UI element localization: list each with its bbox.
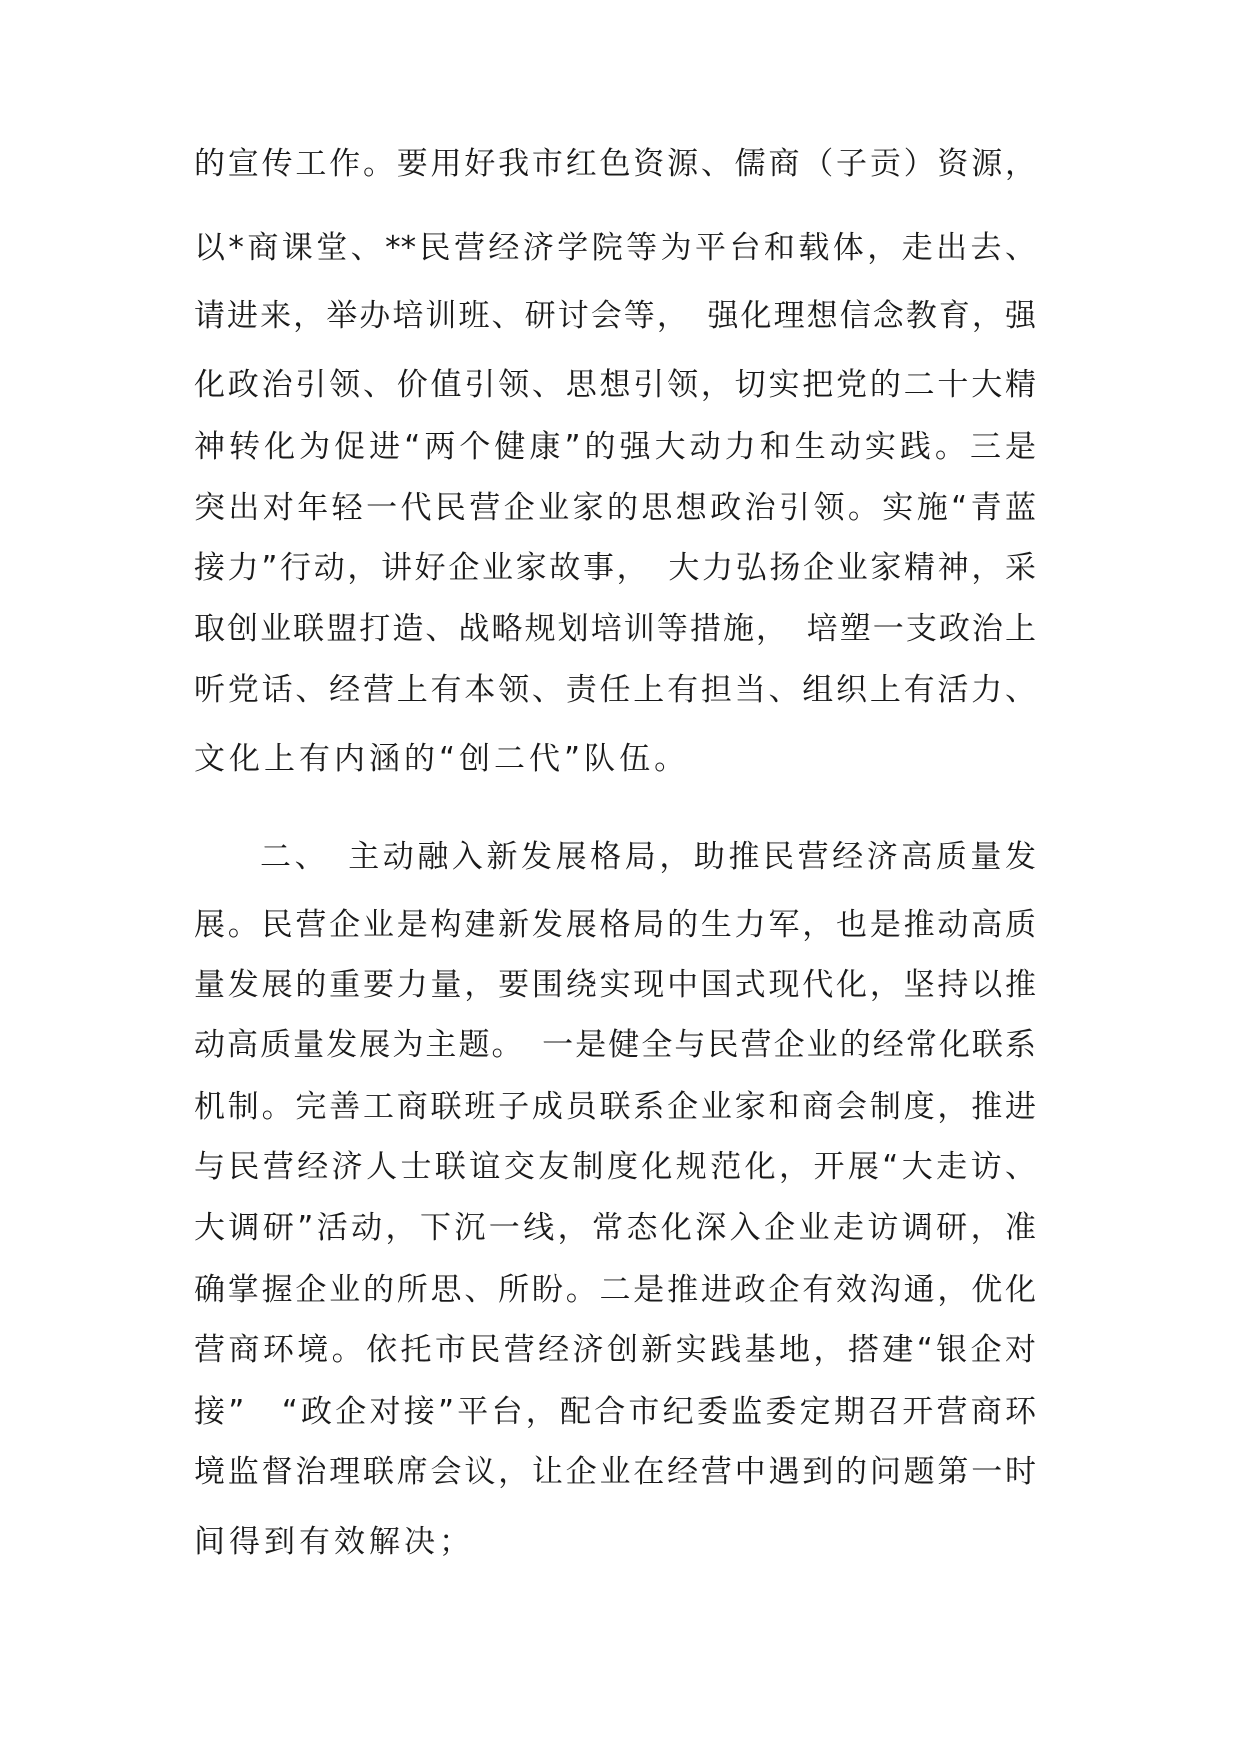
text-line: 大调研”活动，下沉一线，常态化深入企业走访调研，准 (194, 1210, 1036, 1246)
text-line: 突出对年轻一代民营企业家的思想政治引领。实施“青蓝 (194, 490, 1036, 526)
text-line: 动高质量发展为主题。 一是健全与民营企业的经常化联系 (194, 1027, 1036, 1063)
text-line: 神转化为促进“两个健康”的强大动力和生动实践。三是 (194, 429, 1036, 465)
text-line: 以*商课堂、**民营经济学院等为平台和载体，走出去、 (194, 230, 1036, 266)
text-line: 的宣传工作。要用好我市红色资源、儒商（子贡）资源， (194, 146, 1036, 182)
section-heading: 二、 主动融入新发展格局，助推民营经济高质量发 (260, 839, 1036, 875)
text-line: 与民营经济人士联谊交友制度化规范化，开展“大走访、 (194, 1149, 1036, 1185)
text-line: 营商环境。依托市民营经济创新实践基地，搭建“银企对 (194, 1332, 1036, 1368)
text-line: 接” “政企对接”平台，配合市纪委监委定期召开营商环 (194, 1394, 1036, 1430)
text-line: 境监督治理联席会议，让企业在经营中遇到的问题第一时 (194, 1454, 1036, 1490)
text-line: 间得到有效解决； (194, 1524, 474, 1560)
text-line: 确掌握企业的所思、所盼。二是推进政企有效沟通，优化 (194, 1272, 1036, 1308)
text-line: 展。民营企业是构建新发展格局的生力军，也是推动高质 (194, 907, 1036, 943)
text-line: 文化上有内涵的“创二代”队伍。 (194, 741, 690, 777)
text-line: 取创业联盟打造、战略规划培训等措施， 培塑一支政治上 (194, 611, 1036, 647)
text-line: 听党话、经营上有本领、责任上有担当、组织上有活力、 (194, 672, 1036, 708)
text-line: 机制。完善工商联班子成员联系企业家和商会制度，推进 (194, 1089, 1036, 1125)
text-line: 量发展的重要力量，要围绕实现中国式现代化，坚持以推 (194, 967, 1036, 1003)
text-line: 化政治引领、价值引领、思想引领，切实把党的二十大精 (194, 367, 1036, 403)
text-line: 请进来，举办培训班、研讨会等， 强化理想信念教育，强 (194, 298, 1036, 334)
text-line: 接力”行动，讲好企业家故事， 大力弘扬企业家精神，采 (194, 550, 1036, 586)
